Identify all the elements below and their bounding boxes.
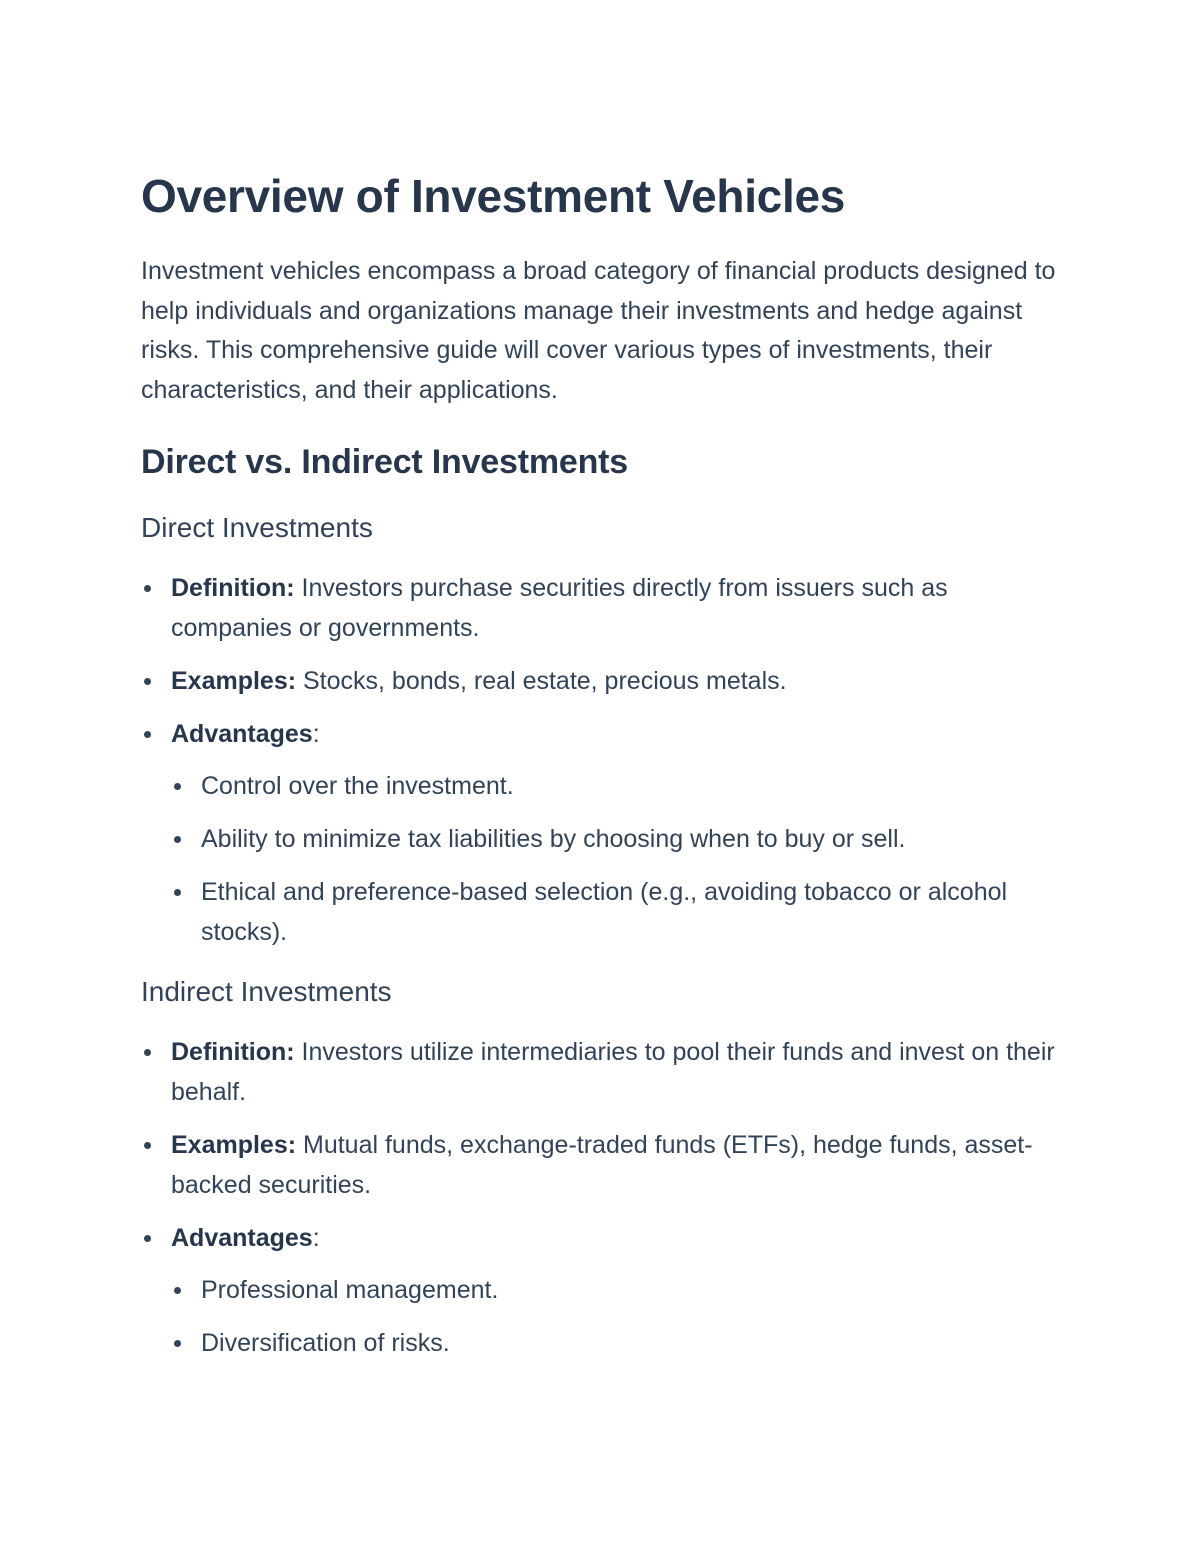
direct-advantages-list xyxy=(171,766,1071,952)
intro-paragraph: Investment vehicles encompass a broad category of financial products designed to help individuals and organizations manage their investments and hedge against risks. This comprehensive guide will cover various types of investments, their characteristics, and their applications. xyxy=(141,257,1056,404)
advantages-term: Advantages xyxy=(171,1224,313,1252)
subsection-heading-indirect: Indirect Investments xyxy=(141,976,392,1007)
indirect-advantages-list xyxy=(171,1270,1071,1363)
advantages-colon: : xyxy=(312,720,320,748)
indirect-investments-list xyxy=(141,1032,1071,1363)
page-title: Overview of Investment Vehicles xyxy=(141,170,846,222)
examples-text: Stocks, bonds, real estate, precious metals. xyxy=(296,667,787,695)
list-item: Professional management. xyxy=(171,1270,1071,1310)
list-item: Ability to minimize tax liabilities by choosing when to buy or sell. xyxy=(171,819,1071,859)
section-heading: Direct vs. Indirect Investments xyxy=(141,443,628,481)
definition-text: Investors purchase securities directly from issuers such as companies or governments. xyxy=(171,574,948,642)
definition-term: Definition: xyxy=(171,574,295,602)
list-item-direct-examples xyxy=(141,661,1071,701)
advantages-term: Advantages xyxy=(171,720,313,748)
examples-term: Examples: xyxy=(171,1131,297,1159)
direct-investments-list xyxy=(141,568,1071,952)
examples-text: Mutual funds, exchange-traded funds (ETFs), hedge funds, asset-backed securities. xyxy=(171,1131,1033,1199)
list-item: Ethical and preference-based selection (e.g., avoiding tobacco or alcohol stocks). xyxy=(171,872,1071,952)
definition-term: Definition: xyxy=(171,1038,295,1066)
definition-text: Investors utilize intermediaries to pool their funds and invest on their behalf. xyxy=(171,1038,1055,1106)
list-item-direct-advantages xyxy=(141,714,1071,952)
subsection-heading-direct: Direct Investments xyxy=(141,512,373,543)
advantages-colon: : xyxy=(312,1224,320,1252)
list-item: Control over the investment. xyxy=(171,766,1071,806)
list-item-indirect-definition xyxy=(141,1032,1071,1112)
document-page xyxy=(141,168,1071,1376)
list-item-indirect-examples xyxy=(141,1125,1071,1205)
list-item-indirect-advantages xyxy=(141,1218,1071,1363)
examples-term: Examples: xyxy=(171,667,297,695)
list-item-direct-definition xyxy=(141,568,1071,648)
list-item: Diversification of risks. xyxy=(171,1323,1071,1363)
